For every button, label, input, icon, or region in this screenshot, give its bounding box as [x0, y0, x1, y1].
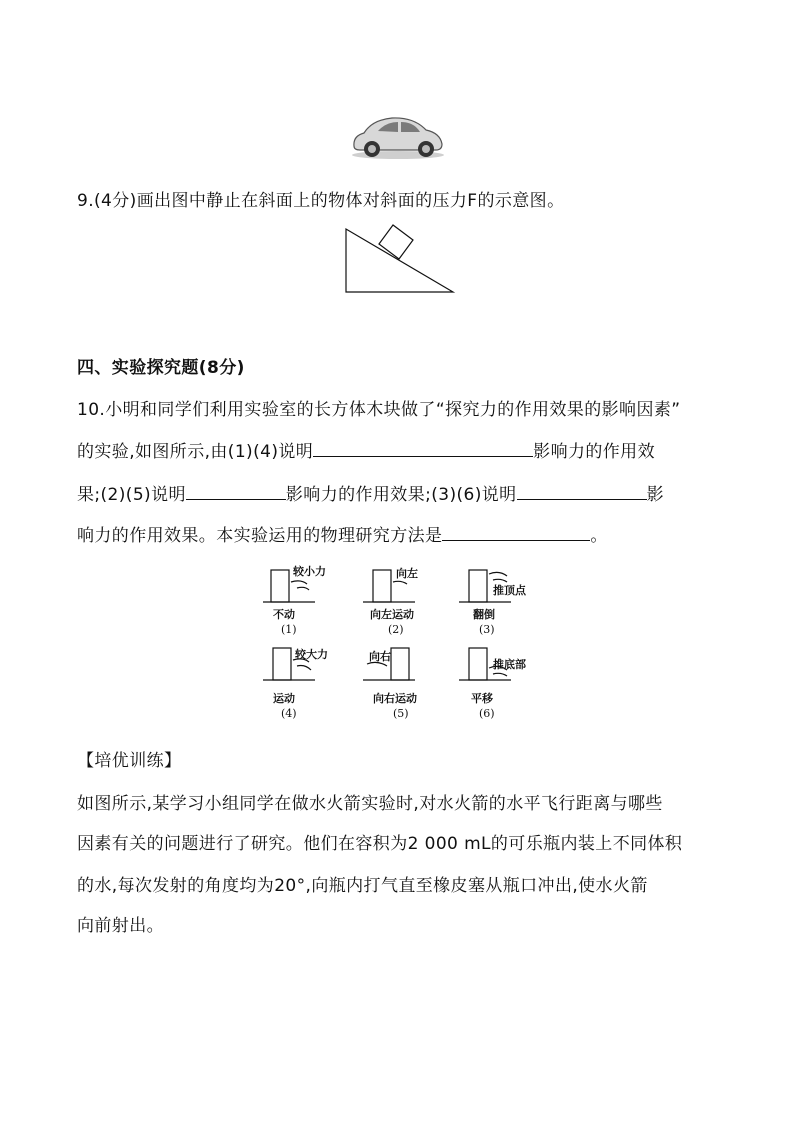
panel-2-result: 向左运动 — [370, 608, 414, 621]
panel-6-num: (6) — [479, 707, 495, 720]
incline-diagram — [343, 222, 458, 296]
answer-blank-3[interactable] — [517, 481, 647, 500]
panel-2-force: 向左 — [396, 567, 418, 580]
training-line3: 的水,每次发射的角度均为20°,向瓶内打气直至橡皮塞从瓶口冲出,使水火箭 — [77, 876, 648, 896]
panel-5-force: 向右 — [369, 650, 391, 663]
panel-1-num: (1) — [281, 623, 297, 636]
panel-1-result: 不动 — [273, 608, 295, 621]
answer-blank-1[interactable] — [313, 438, 533, 457]
experiment-figure — [255, 560, 545, 730]
panel-2-num: (2) — [388, 623, 404, 636]
answer-blank-4[interactable] — [442, 522, 590, 541]
panel-4-force: 较大力 — [295, 648, 328, 661]
training-heading: 【培优训练】 — [77, 751, 182, 771]
q9-text: 9.(4分)画出图中静止在斜面上的物体对斜面的压力F的示意图。 — [77, 191, 565, 211]
panel-5-num: (5) — [393, 707, 409, 720]
training-line4: 向前射出。 — [77, 916, 164, 936]
panel-4-num: (4) — [281, 707, 297, 720]
incline-triangle — [346, 229, 453, 292]
panel-3-num: (3) — [479, 623, 495, 636]
panel-3-force: 推顶点 — [493, 584, 526, 597]
section-title: 四、实验探究题(8分) — [77, 358, 245, 378]
panel-6-result: 平移 — [471, 692, 493, 705]
panel-5-result: 向右运动 — [373, 692, 417, 705]
answer-blank-2[interactable] — [186, 481, 286, 500]
car-illustration — [348, 112, 448, 162]
panel-3-result: 翻倒 — [473, 608, 495, 621]
training-line2: 因素有关的问题进行了研究。他们在容积为2 000 mL的可乐瓶内装上不同体积 — [77, 834, 683, 854]
block — [379, 225, 413, 259]
q10-line3: 果;(2)(5)说明 影响力的作用效果;(3)(6)说明 影 — [77, 481, 664, 507]
q10-line2: 的实验,如图所示,由(1)(4)说明 影响力的作用效 — [77, 438, 655, 464]
training-line1: 如图所示,某学习小组同学在做水火箭实验时,对水火箭的水平飞行距离与哪些 — [77, 794, 663, 814]
q10-line4: 响力的作用效果。本实验运用的物理研究方法是 。 — [77, 522, 608, 548]
panel-1-force: 较小力 — [293, 565, 326, 578]
panel-4-result: 运动 — [273, 692, 295, 705]
q10-line1: 10.小明和同学们利用实验室的长方体木块做了“探究力的作用效果的影响因素” — [77, 400, 681, 420]
panel-6-force: 推底部 — [493, 658, 526, 671]
